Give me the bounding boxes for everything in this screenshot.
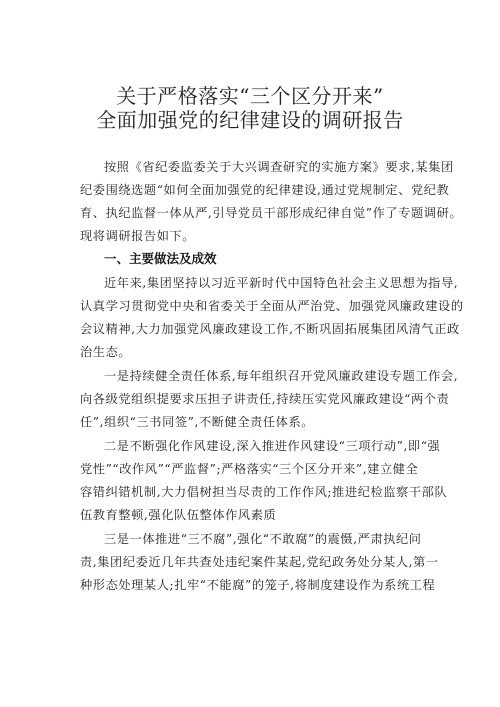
para1-line-3: 会议精神,大力加强党风廉政建设工作,不断巩固拓展集团风清气正政: [80, 322, 460, 336]
para4-line-2: 责,集团纪委近几年共查处违纪案件某起,党纪政务处分某人,第一: [80, 555, 439, 569]
para2-line-3: 任”,组织“三书同签”,不断健全责任体系。: [80, 415, 315, 429]
para3-line-4: 伍教育整顿,强化队伍整体作风素质: [80, 508, 277, 522]
intro-line-2: 纪委围绕选题“如何全面加强党的纪律建设,通过党规制定、党纪教: [80, 183, 450, 197]
para1-line-2: 认真学习贯彻党中央和省委关于全面从严治党、加强党风廉政建设的: [80, 299, 464, 313]
para4-line-1: 三是一体推进“三不腐”,强化“不敢腐”的震慑,严肃执纪问: [104, 532, 422, 546]
para2-line-1: 一是持续健全责任体系,每年组织召开党风廉政建设专题工作会,: [104, 369, 459, 383]
para2-line-2: 向各级党组织提要求压担子讲责任,持续压实党风廉政建设“两个责: [80, 392, 450, 406]
para3-line-2: 党性”“改作风”“严监督”;严格落实“三个区分开来”,建立健全: [80, 462, 419, 476]
document-title-line-2: 全面加强党的纪律建设的调研报告: [96, 108, 404, 132]
para4-line-3: 种形态处理某人;扎牢“不能腐”的笼子,将制度建设作为系统工程: [80, 578, 436, 592]
intro-line-1: 按照《省纪委监委关于大兴调查研究的实施方案》要求,某集团: [104, 160, 454, 174]
para1-line-4: 治生态。: [80, 345, 132, 359]
section-heading: 一、主要做法及成效: [104, 251, 217, 266]
intro-line-3: 育、执纪监督一体从严,引导党员干部形成纪律自觉”作了专题调研。: [80, 206, 463, 220]
para1-line-1: 近年来,集团坚持以习近平新时代中国特色社会主义思想为指导,: [104, 276, 459, 290]
document-title-line-1: 关于严格落实“三个区分开来”: [116, 84, 384, 108]
intro-line-4: 现将调研报告如下。: [80, 229, 196, 243]
para3-line-1: 二是不断强化作风建设,深入推进作风建设“三项行动”,即“强: [104, 439, 441, 453]
para3-line-3: 容错纠错机制,大力倡树担当尽责的工作作风;推进纪检监察干部队: [80, 485, 448, 499]
